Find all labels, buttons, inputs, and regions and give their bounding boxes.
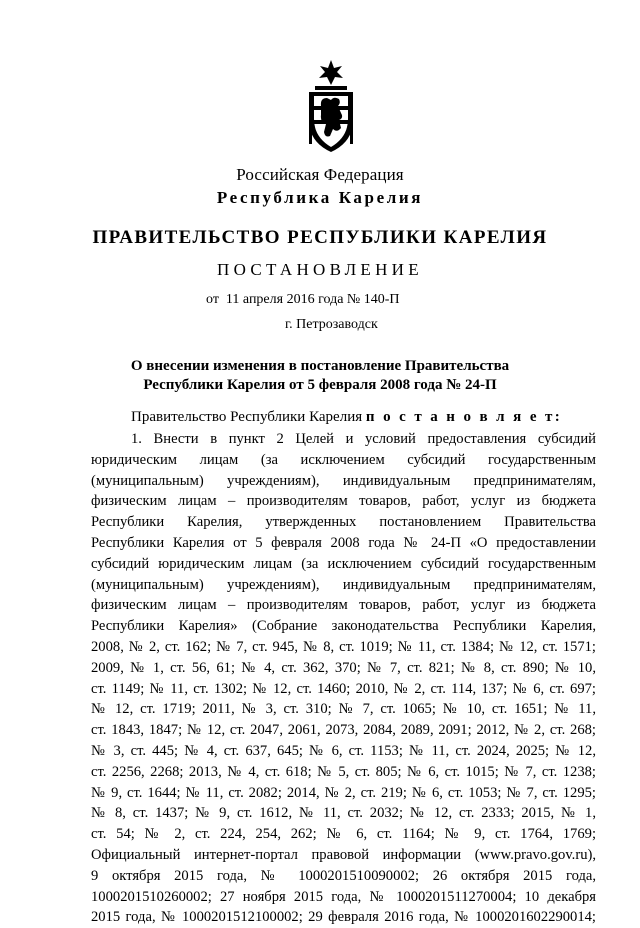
- body-line: Официальный интернет-портал правовой информации (www.pravo.gov.ru),: [91, 846, 596, 863]
- body-line: юридическим лицам (за исключением субсидий государственным: [91, 451, 596, 468]
- document-subject: [0, 357, 640, 395]
- preamble-text: Правительство Республики Карелия: [131, 409, 366, 425]
- government-title: ПРАВИТЕЛЬСТВО РЕСПУБЛИКИ КАРЕЛИЯ: [92, 227, 548, 248]
- body-line: 2015 года, № 1000201512100002; 29 февраля 2016 года, № 1000201602290014;: [91, 909, 596, 926]
- karelia-coat-of-arms-icon: [303, 58, 359, 154]
- subject-line-2: Республики Карелия от 5 февраля 2008 года № 24-П: [143, 377, 497, 393]
- body-line: № 3, ст. 445; № 4, ст. 637, 645; № 6, ст. 1153; № 11, ст. 2024, 2025; № 12,: [91, 742, 596, 759]
- body-line: физическим лицам – производителям товаров, работ, услуг из бюджета: [91, 493, 596, 510]
- body-line: физическим лицам – производителям товаров, работ, услуг из бюджета: [91, 597, 596, 614]
- body-line: Республики Карелия» (Собрание законодательства Республики Карелия,: [91, 618, 596, 635]
- body-line: ст. 54; № 2, ст. 224, 254, 262; № 6, ст. 1164; № 9, ст. 1764, 1769;: [91, 826, 596, 843]
- body-line: субсидий юридическим лицам (за исключением субсидий государственным: [91, 555, 596, 572]
- body-line: ст. 2256, 2268; 2013, № 4, ст. 618; № 5, ст. 805; № 6, ст. 1015; № 7, ст. 1238;: [91, 763, 596, 780]
- document-city: г. Петрозаводск: [285, 317, 378, 332]
- subject-line-1: О внесении изменения в постановление Правительства: [130, 358, 510, 374]
- body-line: 9 октября 2015 года, № 1000201510090002; 26 октября 2015 года,: [91, 867, 596, 884]
- body-line: Республики Карелия, утвержденных постановлением Правительства: [91, 514, 596, 531]
- preamble: [131, 409, 562, 426]
- body-line: ст. 1149; № 11, ст. 1302; № 12, ст. 1460; 2010, № 2, ст. 114, 137; № 6, ст. 697;: [91, 680, 596, 697]
- body-line: № 12, ст. 1719; 2011, № 3, ст. 310; № 7, ст. 1065; № 10, ст. 1651; № 11,: [91, 701, 596, 718]
- body-line: (муниципальным) учреждениям), индивидуальным предпринимателям,: [91, 472, 596, 489]
- body-line: 1000201510260002; 27 ноября 2015 года, № 1000201511270004; 10 декабря: [91, 888, 596, 905]
- body-line: 2008, № 2, ст. 162; № 7, ст. 945, № 8, ст. 1019; № 11, ст. 1384; № 12, ст. 1571;: [91, 638, 596, 655]
- body-line: (муниципальным) учреждениям), индивидуальным предпринимателям,: [91, 576, 596, 593]
- document-date-number: от 11 апреля 2016 года № 140-П: [206, 292, 400, 307]
- body-text: [91, 429, 596, 928]
- body-line: 1. Внести в пункт 2 Целей и условий предоставления субсидий: [131, 431, 596, 447]
- preamble-emphasis: п о с т а н о в л я е т:: [365, 409, 563, 425]
- republic-name: Республика Карелия: [216, 188, 424, 207]
- body-line: 2009, № 1, ст. 56, 61; № 4, ст. 362, 370; № 7, ст. 821; № 8, ст. 890; № 10,: [91, 659, 596, 676]
- body-line: № 9, ст. 1644; № 11, ст. 2082; 2014, № 2, ст. 219; № 6, ст. 1053; № 7, ст. 1295;: [91, 784, 596, 801]
- country-name: Российская Федерация: [236, 165, 404, 184]
- body-line: ст. 1843, 1847; № 12, ст. 2047, 2061, 2073, 2084, 2089, 2091; 2012, № 2, ст. 268;: [91, 722, 596, 739]
- body-line: № 8, ст. 1437; № 9, ст. 1612, № 11, ст. 2032; № 12, ст. 2333; 2015, № 1,: [91, 805, 596, 822]
- document-type: ПОСТАНОВЛЕНИЕ: [217, 260, 423, 279]
- body-line: Республики Карелия от 5 февраля 2008 года № 24-П «О предоставлении: [91, 534, 596, 551]
